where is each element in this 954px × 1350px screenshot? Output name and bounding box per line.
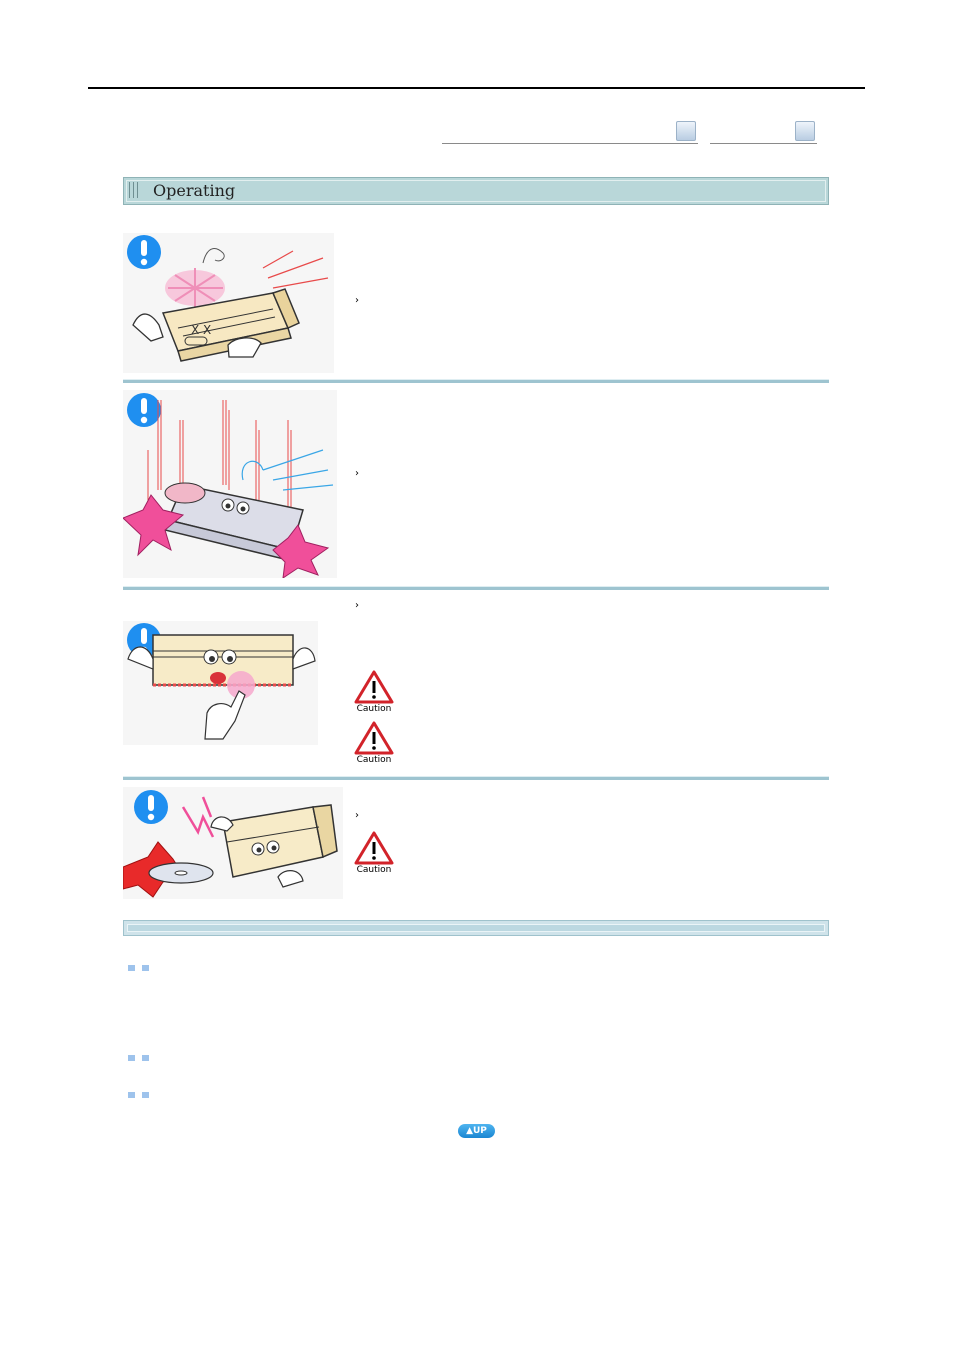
illustration-water-device xyxy=(123,390,337,578)
row-separator-3 xyxy=(123,776,829,780)
illustration-disc-ejection xyxy=(123,787,343,899)
row-separator-1 xyxy=(123,379,829,383)
section-title: Operating xyxy=(153,181,236,200)
square-bullet-icon xyxy=(128,965,150,971)
caution-label: Caution xyxy=(356,755,392,765)
item-2-bullet: › xyxy=(355,468,359,479)
section-footer-bar xyxy=(123,920,829,936)
nav-prev-button[interactable] xyxy=(676,121,696,141)
nav-link-underline-2[interactable] xyxy=(710,143,817,144)
scroll-to-top-button[interactable]: ▲UP xyxy=(458,1124,495,1138)
nav-next-button[interactable] xyxy=(795,121,815,141)
square-bullet-icon xyxy=(128,1092,150,1098)
grip-icon xyxy=(129,182,141,198)
illustration-dropped-device xyxy=(123,233,334,373)
caution-icon-3 xyxy=(354,831,396,877)
svg-text:X X: X X xyxy=(191,323,212,337)
caution-label: Caution xyxy=(356,704,392,714)
square-bullet-icon xyxy=(128,1055,150,1061)
caution-label: Caution xyxy=(356,865,392,875)
nav-link-underline-1[interactable] xyxy=(442,143,698,144)
caution-triangle-icon xyxy=(354,831,396,865)
illustration-object-insert xyxy=(123,621,318,745)
caution-icon-2 xyxy=(354,721,396,767)
item-1-bullet: › xyxy=(355,295,359,306)
caution-icon-1 xyxy=(354,670,396,716)
top-rule xyxy=(88,87,865,89)
item-3-bullet: › xyxy=(355,600,359,611)
row-separator-2 xyxy=(123,586,829,590)
caution-triangle-icon xyxy=(354,721,396,755)
section-header xyxy=(123,177,829,205)
item-4-bullet: › xyxy=(355,810,359,821)
caution-triangle-icon xyxy=(354,670,396,704)
